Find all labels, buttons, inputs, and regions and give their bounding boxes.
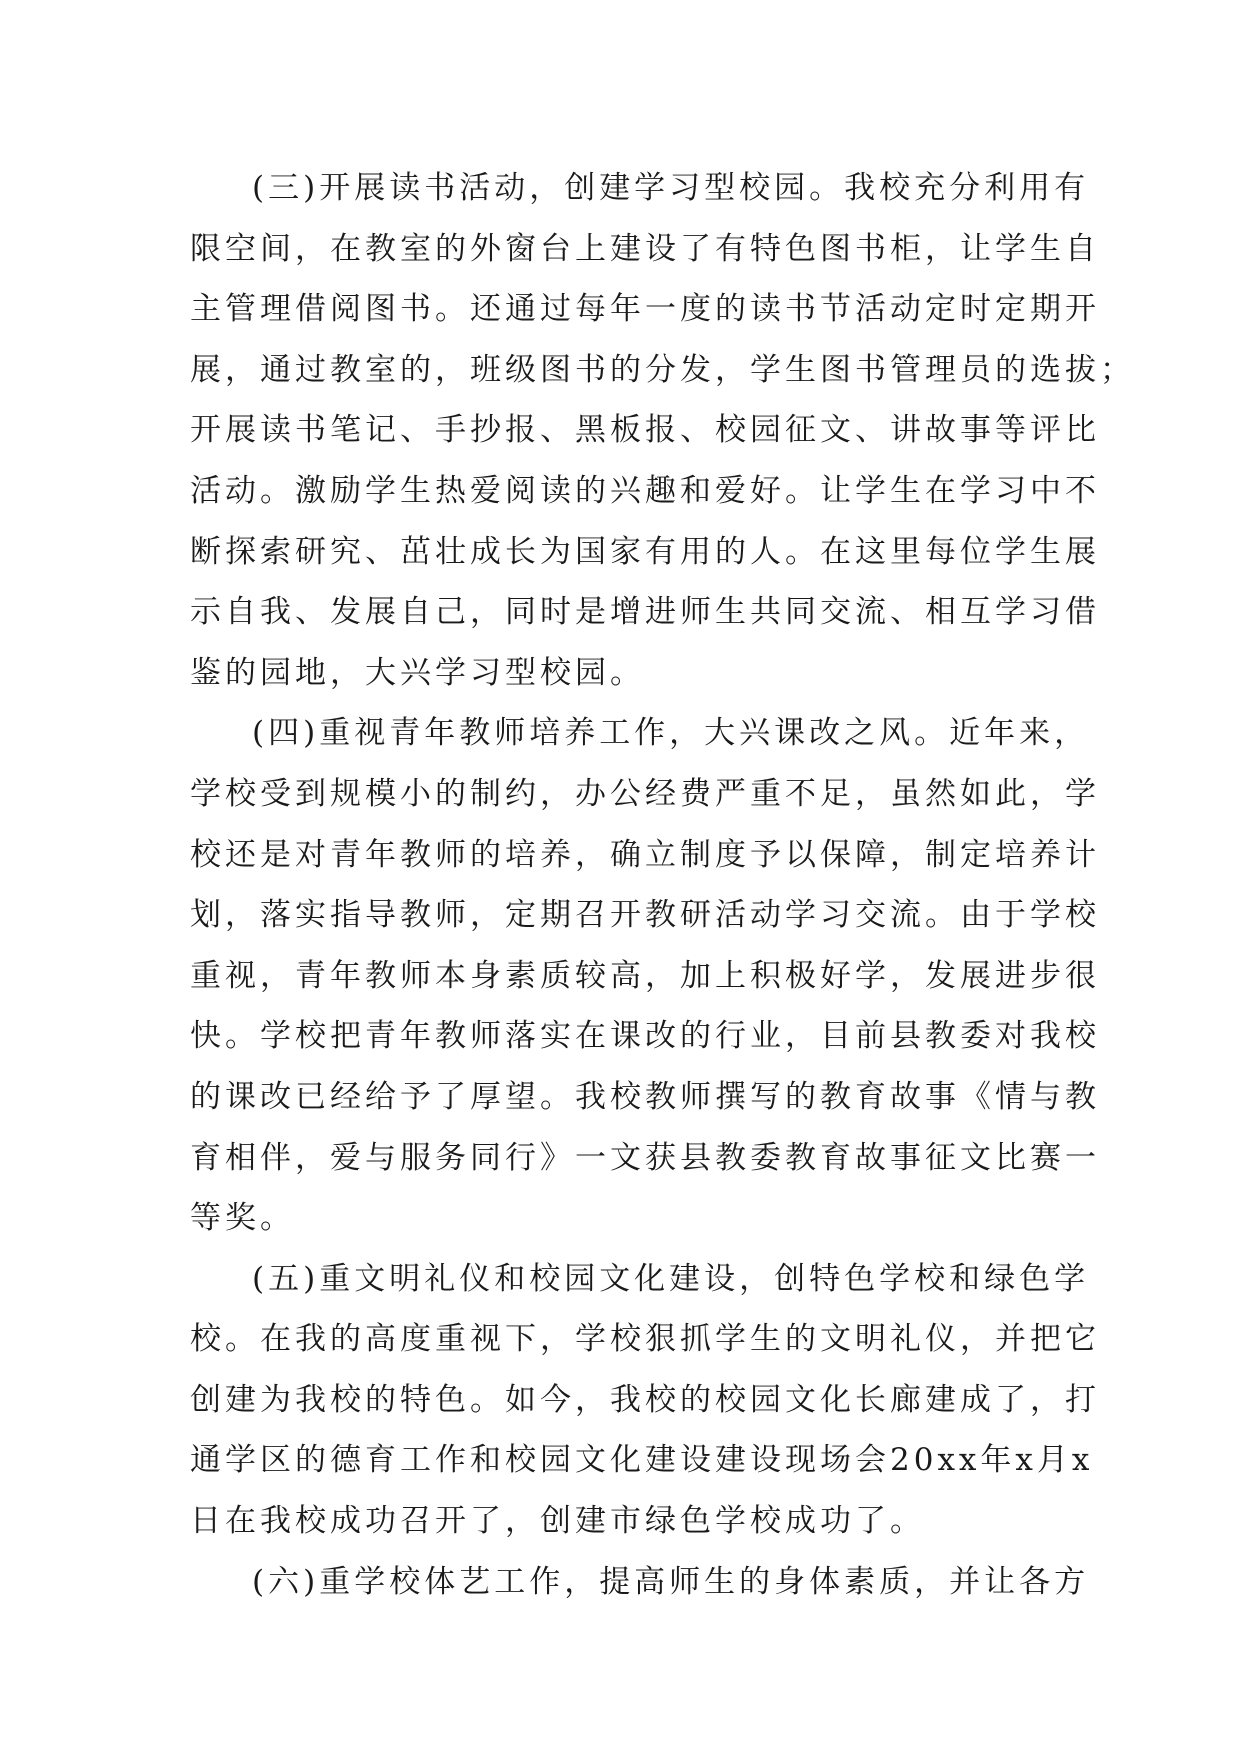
paragraph-3-line-6: 活动。激励学生热爱阅读的兴趣和爱好。让学生在学习中不 — [190, 472, 1100, 509]
paragraph-4-line-8: 育相伴，爱与服务同行》一文获县教委教育故事征文比赛一 — [190, 1139, 1100, 1176]
paragraph-5-line-4: 通学区的德育工作和校园文化建设建设现场会20xx年x月x — [190, 1442, 1094, 1479]
paragraph-3-line-4: 展，通过教室的，班级图书的分发，学生图书管理员的选拔； — [190, 351, 1135, 388]
paragraph-5-line-1: (五)重文明礼仪和校园文化建设，创特色学校和绿色学 — [252, 1260, 1090, 1297]
paragraph-4-line-4: 划，落实指导教师，定期召开教研活动学习交流。由于学校 — [190, 897, 1100, 934]
paragraph-6-line-1: (六)重学校体艺工作，提高师生的身体素质，并让各方 — [252, 1563, 1090, 1600]
paragraph-3-line-7: 断探索研究、茁壮成长为国家有用的人。在这里每位学生展 — [190, 533, 1100, 570]
paragraph-3-line-9: 鉴的园地，大兴学习型校园。 — [190, 654, 645, 691]
paragraph-5-line-2: 校。在我的高度重视下，学校狠抓学生的文明礼仪，并把它 — [190, 1321, 1100, 1358]
paragraph-3-line-5: 开展读书笔记、手抄报、黑板报、校园征文、讲故事等评比 — [190, 412, 1100, 449]
paragraph-4-line-2: 学校受到规模小的制约，办公经费严重不足，虽然如此，学 — [190, 775, 1100, 812]
paragraph-3-line-3: 主管理借阅图书。还通过每年一度的读书节活动定时定期开 — [190, 291, 1100, 328]
paragraph-4-line-6: 快。学校把青年教师落实在课改的行业，目前县教委对我校 — [190, 1018, 1100, 1055]
paragraph-5-line-5: 日在我校成功召开了，创建市绿色学校成功了。 — [190, 1503, 925, 1540]
paragraph-4-line-9: 等奖。 — [190, 1200, 295, 1237]
paragraph-3-line-8: 示自我、发展自己，同时是增进师生共同交流、相互学习借 — [190, 594, 1100, 631]
document-body — [190, 158, 1135, 1612]
paragraph-3-line-2: 限空间，在教室的外窗台上建设了有特色图书柜，让学生自 — [190, 230, 1100, 267]
paragraph-4-line-1: (四)重视青年教师培养工作，大兴课改之风。近年来， — [252, 715, 1090, 752]
paragraph-3-line-1: (三)开展读书活动，创建学习型校园。我校充分利用有 — [252, 170, 1090, 206]
paragraph-4-line-7: 的课改已经给予了厚望。我校教师撰写的教育故事《情与教 — [190, 1078, 1100, 1115]
paragraph-4-line-5: 重视，青年教师本身素质较高，加上积极好学，发展进步很 — [190, 957, 1100, 994]
paragraph-5-line-3: 创建为我校的特色。如今，我校的校园文化长廊建成了，打 — [190, 1381, 1100, 1418]
paragraph-4-line-3: 校还是对青年教师的培养，确立制度予以保障，制定培养计 — [190, 836, 1100, 873]
